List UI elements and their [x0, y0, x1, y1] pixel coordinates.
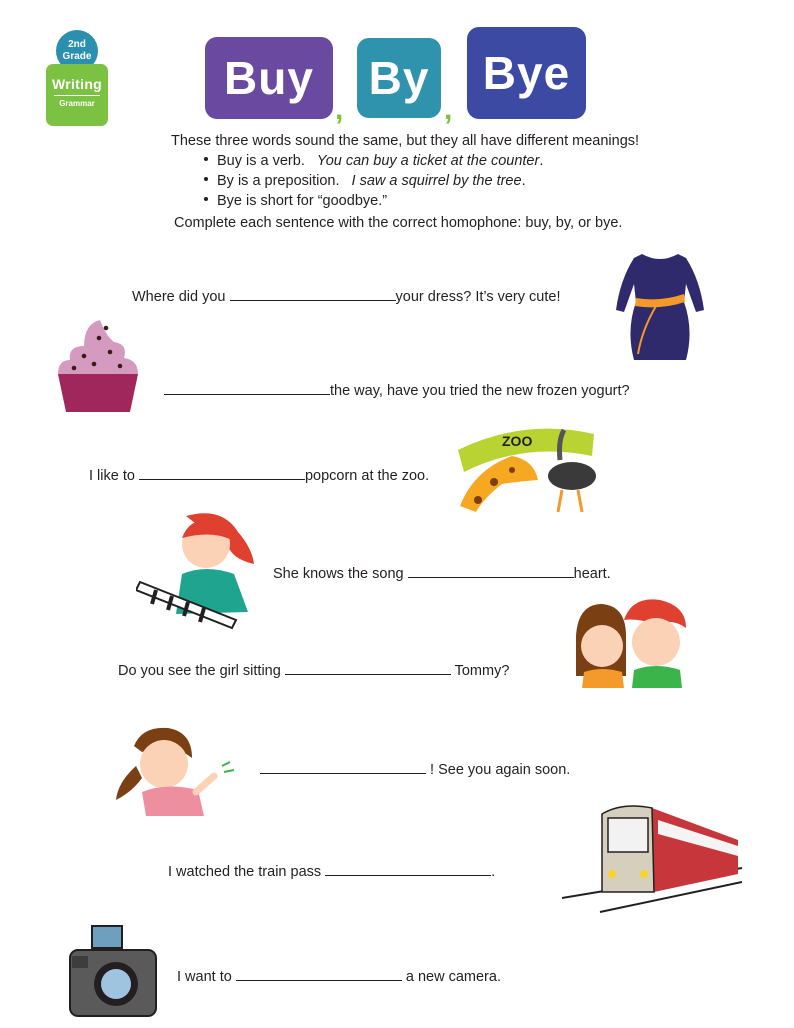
sentence-5: [118, 662, 509, 679]
bullet-text: Buy is a verb.: [217, 153, 305, 169]
train-illustration: [562, 800, 742, 914]
sentence-8: [177, 968, 501, 985]
answer-blank[interactable]: [408, 565, 574, 578]
sentence-6: [260, 761, 570, 778]
bullet-bye: [204, 191, 387, 212]
bullet-by: [204, 171, 526, 192]
bullet-dot: [204, 157, 208, 161]
dress-illustration: [612, 250, 708, 366]
answer-blank[interactable]: [236, 968, 402, 981]
badge-divider: [54, 95, 100, 96]
sentence-text: Tommy?: [450, 663, 510, 679]
answer-blank[interactable]: [139, 467, 305, 480]
bullet-dot: [204, 177, 208, 181]
sentence-1: [132, 288, 560, 305]
answer-blank[interactable]: [285, 662, 451, 675]
bullet-text: Bye is short for “goodbye.”: [217, 193, 388, 209]
sentence-text: Do you see the girl sitting: [118, 663, 285, 679]
sentence-text: popcorn at the zoo.: [304, 468, 430, 484]
bullet-example: I saw a squirrel by the tree: [351, 173, 522, 189]
bullet-period: .: [539, 153, 544, 169]
zoo-sign-text: ZOO: [502, 433, 533, 449]
sentence-text: ! See you again soon.: [426, 762, 571, 778]
bullet-example: You can buy a ticket at the counter: [316, 153, 540, 169]
sentence-text: heart.: [573, 566, 611, 582]
camera-illustration: [68, 922, 158, 1018]
sentence-text: the way, have you tried the new frozen yogurt?: [330, 383, 630, 399]
sentence-2: [164, 382, 630, 399]
waving-girl-illustration: [112, 722, 238, 818]
title-bye: Bye: [467, 27, 586, 119]
bullet-dot: [204, 197, 208, 201]
sentence-3: [89, 467, 429, 484]
subject-label: Writing: [51, 76, 103, 92]
subject-badge: [46, 64, 108, 126]
sentence-text: I want to: [177, 969, 236, 985]
grade-label: 2nd Grade: [62, 39, 92, 62]
bullet-buy: [204, 151, 543, 172]
sentence-text: Where did you: [132, 289, 230, 305]
bullet-text: By is a preposition.: [217, 173, 340, 189]
sentence-4: [273, 565, 611, 582]
bullet-period: .: [521, 173, 526, 189]
title-comma-1: ,: [335, 93, 344, 126]
title-buy: Buy: [205, 37, 333, 119]
sentence-text: a new camera.: [401, 969, 501, 985]
cupcake-illustration: [54, 316, 142, 416]
intro-lead: These three words sound the same, but they all have different meanings!: [171, 133, 640, 149]
instruction: Complete each sentence with the correct homophone: buy, by, or bye.: [174, 215, 623, 231]
sentence-text: She knows the song: [273, 566, 408, 582]
answer-blank[interactable]: [230, 288, 396, 301]
sentence-text: your dress? It’s very cute!: [395, 289, 561, 305]
sentence-7: [168, 863, 495, 880]
topic-label: Grammar: [59, 99, 95, 108]
zoo-illustration: [454, 420, 604, 516]
title-comma-2: ,: [444, 93, 453, 126]
sentence-text: I like to: [89, 468, 139, 484]
answer-blank[interactable]: [325, 863, 491, 876]
sentence-text: I watched the train pass: [168, 864, 326, 880]
answer-blank[interactable]: [260, 761, 426, 774]
piano-girl-illustration: [136, 508, 262, 636]
kids-illustration: [572, 596, 690, 688]
title-by: By: [357, 38, 441, 118]
sentence-text: .: [491, 864, 496, 880]
answer-blank[interactable]: [164, 382, 330, 395]
